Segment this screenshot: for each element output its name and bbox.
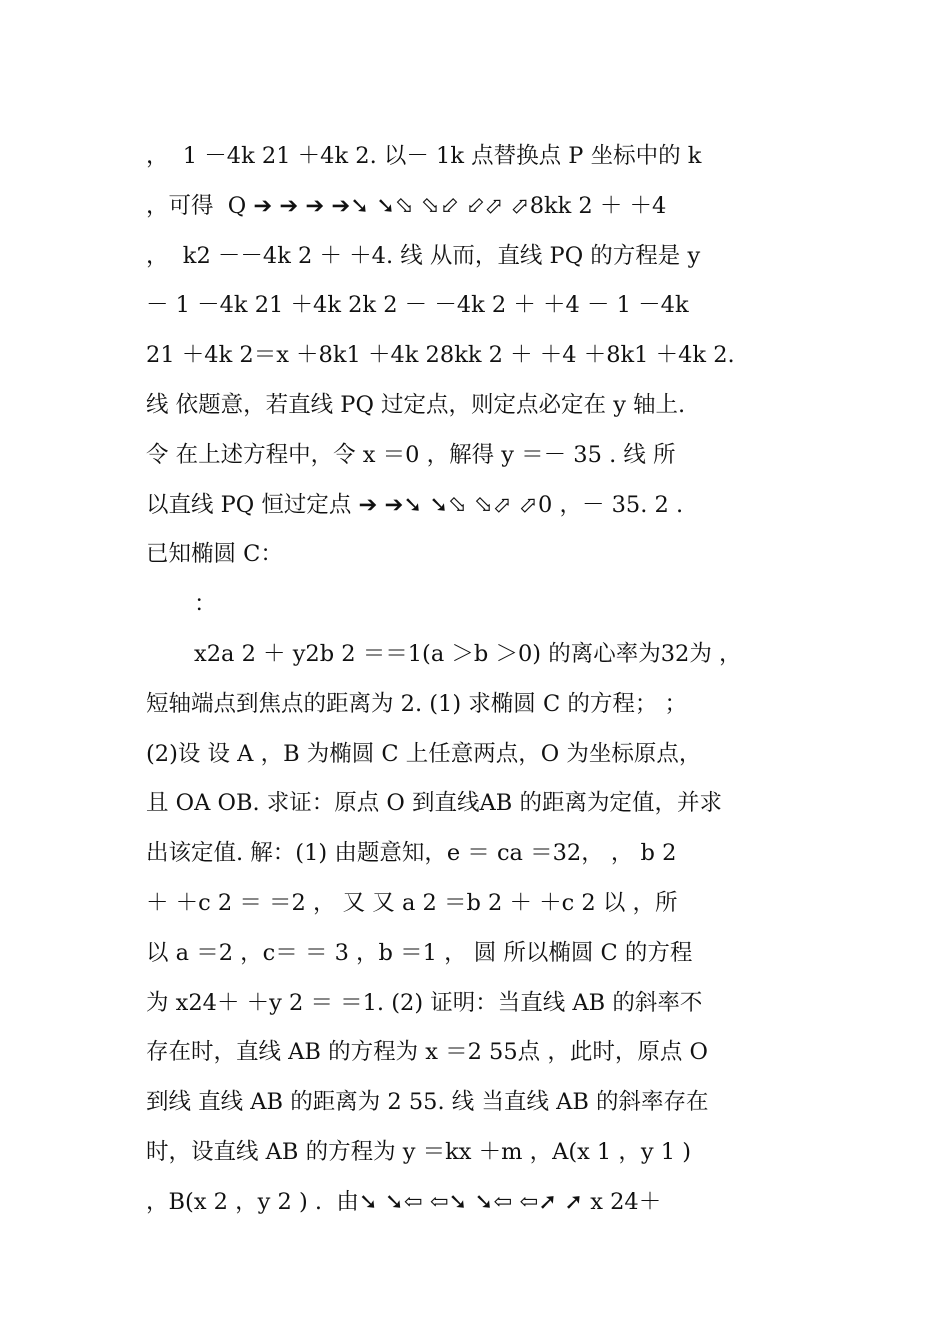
text-line: ， 1 －4k 21 ＋4k 2. 以－ 1k 点替换点 P 坐标中的 k	[146, 143, 702, 169]
text-line: 线 依题意，若直线 PQ 过定点，则定点必定在 y 轴上.	[146, 391, 686, 418]
text-line: 且 OA OB. 求证：原点 O 到直线AB 的距离为定值，并求	[146, 790, 722, 817]
text-line: ，B(x 2 ，y 2 ) . 由➘ ➘⇦ ⇦➘ ➘⇦ ⇦➚ ➚ x 24＋	[146, 1188, 662, 1215]
document-body	[146, 132, 816, 1228]
text-line: 21 ＋4k 2＝x ＋8k1 ＋4k 28kk 2 ＋ ＋4 ＋8k1 ＋4k 2.	[146, 342, 735, 369]
text-line: (2)设 设 A ，B 为椭圆 C 上任意两点，O 为坐标原点，	[146, 740, 702, 767]
text-line: 令 在上述方程中，令 x ＝0 ，解得 y ＝－ 35 . 线 所	[146, 441, 676, 468]
text-line: 出该定值. 解：(1) 由题意知，e ＝ ca ＝32， ， b 2	[146, 840, 677, 867]
text-line: 以 a ＝2 ，c＝ ＝ 3 ，b ＝1 ， 圆 所以椭圆 C 的方程	[146, 939, 693, 966]
text-line: x2a 2 ＋ y2b 2 ＝＝1(a ＞b ＞0) 的离心率为32为 ，	[194, 640, 742, 667]
text-line: 存在时，直线 AB 的方程为 x ＝2 55点 ，此时，原点 O	[146, 1039, 708, 1066]
text-line: 已知椭圆 C：	[146, 541, 283, 568]
text-line: 短轴端点到焦点的距离为 2. (1) 求椭圆 C 的方程； ；	[146, 690, 687, 717]
text-line: 以直线 PQ 恒过定点 ➔ ➔➘ ➘⬂ ⬂⬀ ⬀0 ，－ 35. 2 .	[146, 491, 684, 518]
text-line: 为 x24＋ ＋y 2 ＝ ＝1. (2) 证明：当直线 AB 的斜率不	[146, 989, 703, 1016]
text-line: ，可得 Q ➔ ➔ ➔ ➔➘ ➘⬂ ⬂⬃ ⬃⬀ ⬀8kk 2 ＋ ＋4	[146, 192, 667, 219]
text-line: － 1 －4k 21 ＋4k 2k 2 － －4k 2 ＋ ＋4 － 1 －4k	[146, 292, 689, 319]
text-line: 到线 直线 AB 的距离为 2 55. 线 当直线 AB 的斜率存在	[146, 1089, 709, 1116]
text-line: ， k2 －－4k 2 ＋ ＋4. 线 从而，直线 PQ 的方程是 y	[146, 242, 701, 269]
text-line: 时，设直线 AB 的方程为 y ＝kx ＋m ，A(x 1 ，y 1 )	[146, 1138, 692, 1165]
text-line: ＋ ＋c 2 ＝ ＝2 ， 又 又 a 2 ＝b 2 ＋ ＋c 2 以 ，所	[146, 889, 678, 916]
text-line: ：	[194, 591, 217, 618]
